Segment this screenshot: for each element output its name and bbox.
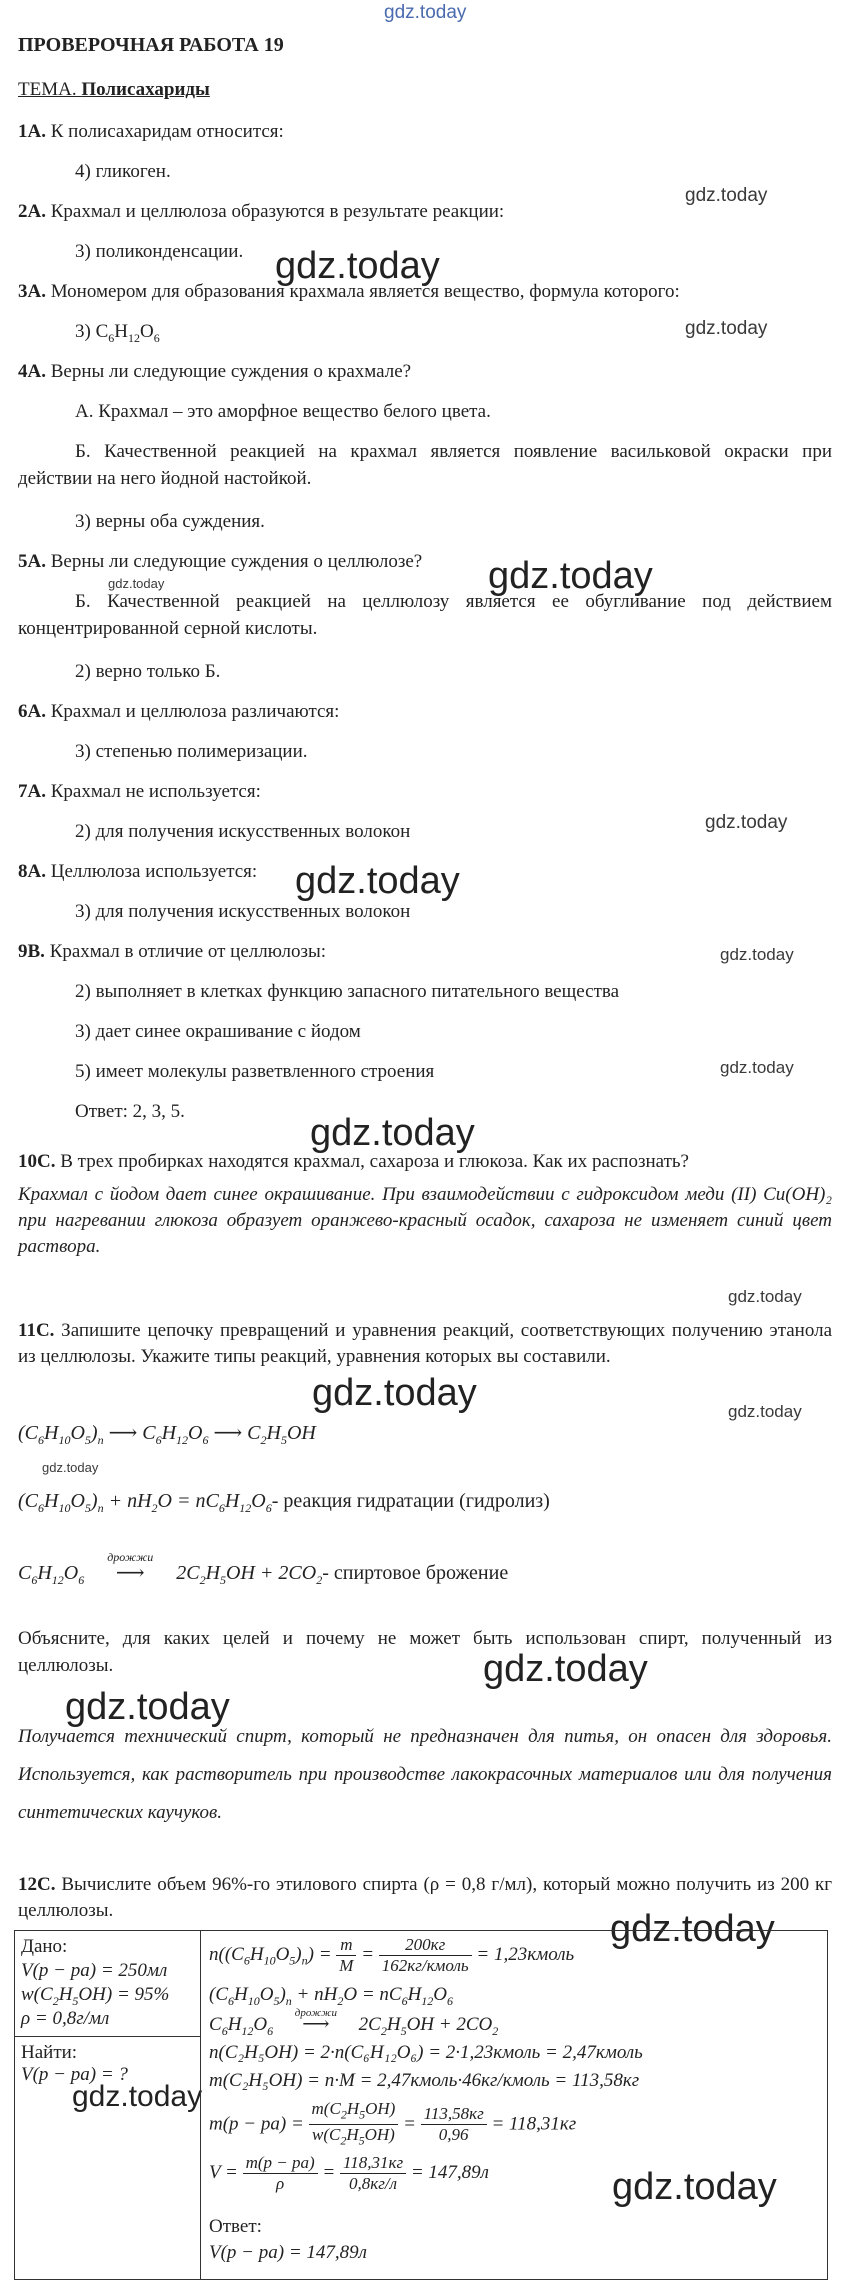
answer-7: 2) для получения искусственных волокон (75, 821, 411, 842)
question-2 (18, 198, 832, 225)
question-10 (18, 1148, 832, 1175)
watermark: gdz.today (720, 945, 794, 964)
answer-1: 4) гликоген. (75, 161, 171, 182)
question-text: Запишите цепочку превращений и уравнения реакций, соответствующих получению этанола из целлюлозы. Укажите типы реакций, уравнения которых вы составили. (18, 1320, 833, 1367)
watermark: gdz.today (610, 1908, 775, 1950)
given-label: Дано: (21, 1936, 68, 1957)
answer-label: Ответ: (209, 2216, 262, 2237)
question-3 (18, 278, 832, 305)
question-number: 7А. (18, 781, 46, 802)
solution-row: n(C₂H₅OH) = 2·n(C₆H₁₂O₆) = 2·1,23кмоль = 2,47кмоль (209, 2042, 643, 2063)
question-number: 6А. (18, 701, 46, 722)
given-fraction: $w(C_2H_5OH) = 95\%$ (21, 1984, 170, 2008)
question-text: Крахмал и целлюлоза различаются: (50, 701, 340, 722)
question-number: 1А. (18, 121, 46, 142)
given-density: ρ = 0,8г/мл (21, 2008, 110, 2029)
answer-option: 2) выполняет в клетках функцию запасного питательного вещества (75, 981, 620, 1002)
result: = 147,89л (410, 2161, 489, 2183)
question-number: 12С. (18, 1874, 56, 1895)
statement-a: А. Крахмал – это аморфное вещество белого цвета. (75, 401, 491, 422)
page-title: ПРОВЕРОЧНАЯ РАБОТА 19 (18, 34, 284, 56)
watermark: gdz.today (728, 1402, 802, 1421)
question-number: 11С. (18, 1320, 55, 1341)
solution-row: m(C₂H₅OH) = n·M = 2,47кмоль·46кг/кмоль = 113,58кг (209, 2070, 640, 2091)
reaction-type: - спиртовое брожение (322, 1562, 509, 1584)
question-number: 5А. (18, 551, 46, 572)
question-number: 10С. (18, 1151, 56, 1172)
question-text: Крахмал и целлюлоза образуются в результате реакции: (50, 201, 505, 222)
watermark: gdz.today (72, 2080, 203, 2113)
answer-option: 3) дает синее окрашивание с йодом (75, 1021, 361, 1042)
watermark: gdz.today (685, 318, 768, 339)
question-number: 3А. (18, 281, 46, 302)
answer-9: Ответ: 2, 3, 5. (75, 1101, 185, 1122)
given-volume: V(p − pa) = 250мл (21, 1960, 168, 1981)
question-11 (18, 1318, 832, 1370)
topic-name: Полисахариды (81, 79, 210, 100)
watermark: gdz.today (483, 1648, 648, 1690)
result: = 1,23кмоль (476, 1943, 575, 1965)
watermark: gdz.today (685, 185, 768, 206)
statement-b: Б. Качественной реакцией на целлюлозу является ее обугливание под действием концентрированной серной кислоты. (18, 591, 832, 639)
answer-2: 3) поликонденсации. (75, 241, 244, 262)
answer-12: V(p − pa) = 147,89л (209, 2242, 367, 2263)
result: = 118,31кг (491, 2113, 577, 2135)
watermark-top: gdz.today (384, 2, 467, 23)
arrow-label: дрожжи (294, 2007, 338, 2019)
question-12 (18, 1872, 832, 1924)
question-text: Целлюлоза используется: (50, 861, 258, 882)
arrow-yeast: дрожжи ⟶ (89, 1560, 171, 1587)
equation-chain: $(C_6H_{10}O_5)_n$ ⟶ $C_6H_{12}O_6$ ⟶ $C_2H_5OH$ (18, 1422, 316, 1447)
question-4 (18, 358, 832, 385)
answer-option: 5) имеет молекулы разветвленного строения (75, 1061, 435, 1082)
solution-row: $(C_6H_{10}O_5)_n + nH_2O = nC_6H_{12}O_6$ (209, 1984, 454, 2008)
question-11-followup: Объясните, для каких целей и почему не может быть использован спирт, полученный из целлюлозы. (18, 1628, 832, 1676)
question-number: 4А. (18, 361, 46, 382)
watermark: gdz.today (728, 1287, 802, 1306)
question-text: Крахмал не используется: (50, 781, 261, 802)
watermark: gdz.today (312, 1372, 477, 1414)
question-5 (18, 548, 832, 575)
answer-5: 2) верно только Б. (75, 661, 221, 682)
watermark: gdz.today (275, 245, 440, 287)
question-number: 8А. (18, 861, 46, 882)
watermark: gdz.today (108, 576, 165, 591)
watermark: gdz.today (720, 1058, 794, 1077)
solution-row: m(p − pa) = $\frac{m(C_2H_5OH)}{w(C_2H_5OH)}$ = $\frac{113,58кг}{0,96}$ = 118,31кг (209, 2099, 577, 2148)
question-7 (18, 778, 832, 805)
answer-8: 3) для получения искусственных волокон (75, 901, 411, 922)
solution-row: $C_6H_{12}O_6$ дрожжи ⟶ $2C_2H_5OH + 2CO_2$ (209, 2013, 498, 2043)
question-number: 2А. (18, 201, 46, 222)
answer-3: 3) $C_6H_{12}O_6$ (75, 321, 160, 345)
arrow-label: дрожжи (107, 1550, 154, 1564)
question-text: Верны ли следующие суждения о крахмале? (50, 361, 412, 382)
watermark: gdz.today (65, 1686, 230, 1728)
topic-prefix: ТЕМА. (18, 79, 77, 100)
watermark: gdz.today (295, 860, 460, 902)
question-text: В трех пробирках находятся крахмал, сахароза и глюкоза. Как их распознать? (60, 1151, 689, 1172)
watermark: gdz.today (612, 2166, 777, 2208)
question-text: Верны ли следующие суждения о целлюлозе? (50, 551, 423, 572)
reaction-type: - реакция гидратации (гидролиз) (271, 1490, 550, 1512)
statement-b: Б. Качественной реакцией на крахмал является появление васильковой окраски при действии на него йодной настойкой. (18, 441, 832, 489)
watermark: gdz.today (488, 555, 653, 597)
answer-4: 3) верны оба суждения. (75, 511, 265, 532)
solution-row: V = $\frac{m(p - pa)}{\rho}$ = $\frac{118,31кг}{0,8кг/л}$ = 147,89л (209, 2153, 489, 2193)
question-text: К полисахаридам относится: (50, 121, 284, 142)
watermark: gdz.today (42, 1460, 99, 1475)
question-text: Вычислите объем 96%-го этилового спирта (ρ = 0,8 г/мл), который можно получить из 200 кг целлюлозы. (18, 1874, 833, 1921)
question-6 (18, 698, 832, 725)
answer-11: Получается технический спирт, который не предназначен для питья, он опасен для здоровья. Используется, как растворитель при производстве лакокрасочных материалов или для получения синтетических каучуков. (18, 1726, 832, 1823)
question-1 (18, 118, 832, 145)
question-8 (18, 858, 832, 885)
answer-6: 3) степенью полимеризации. (75, 741, 308, 762)
watermark: gdz.today (705, 812, 788, 833)
equation-fermentation: $C_6H_{12}O_6$ дрожжи ⟶ $2C_2H_5OH + 2CO_2-$ спиртовое брожение (18, 1560, 832, 1594)
question-number: 9В. (18, 941, 45, 962)
question-text: Мономером для образования крахмала является вещество, формула которого: (50, 281, 680, 302)
equation-hydrolysis: $(C_6H_{10}O_5)_n + nH_2O = nC_6H_{12}O_6-$ реакция гидратации (гидролиз) (18, 1490, 550, 1515)
question-9 (18, 938, 832, 965)
topic (18, 76, 832, 103)
question-text: Крахмал в отличие от целлюлозы: (49, 941, 326, 962)
find-volume: V(p − pa) = ? (21, 2064, 128, 2085)
solution-table (14, 1930, 828, 2280)
solution-row: $n((C_6H_{10}O_5)_n)$ = $\frac{m}{M}$ = $\frac{200кг}{\text{162кг/кмоль}}$ = 1,23кмоль (209, 1935, 575, 1975)
watermark: gdz.today (310, 1112, 475, 1154)
find-label: Найти: (21, 2042, 78, 2063)
arrow-yeast: дрожжи ⟶ (278, 2013, 354, 2037)
answer-10: Крахмал с йодом дает синее окрашивание. При взаимодействии с гидроксидом меди (II) Cu(OH)₂ при нагревании глюкоза образует оранжево-красный осадок, сахароза не изменяет синий цвет раствора. (18, 1184, 832, 1257)
